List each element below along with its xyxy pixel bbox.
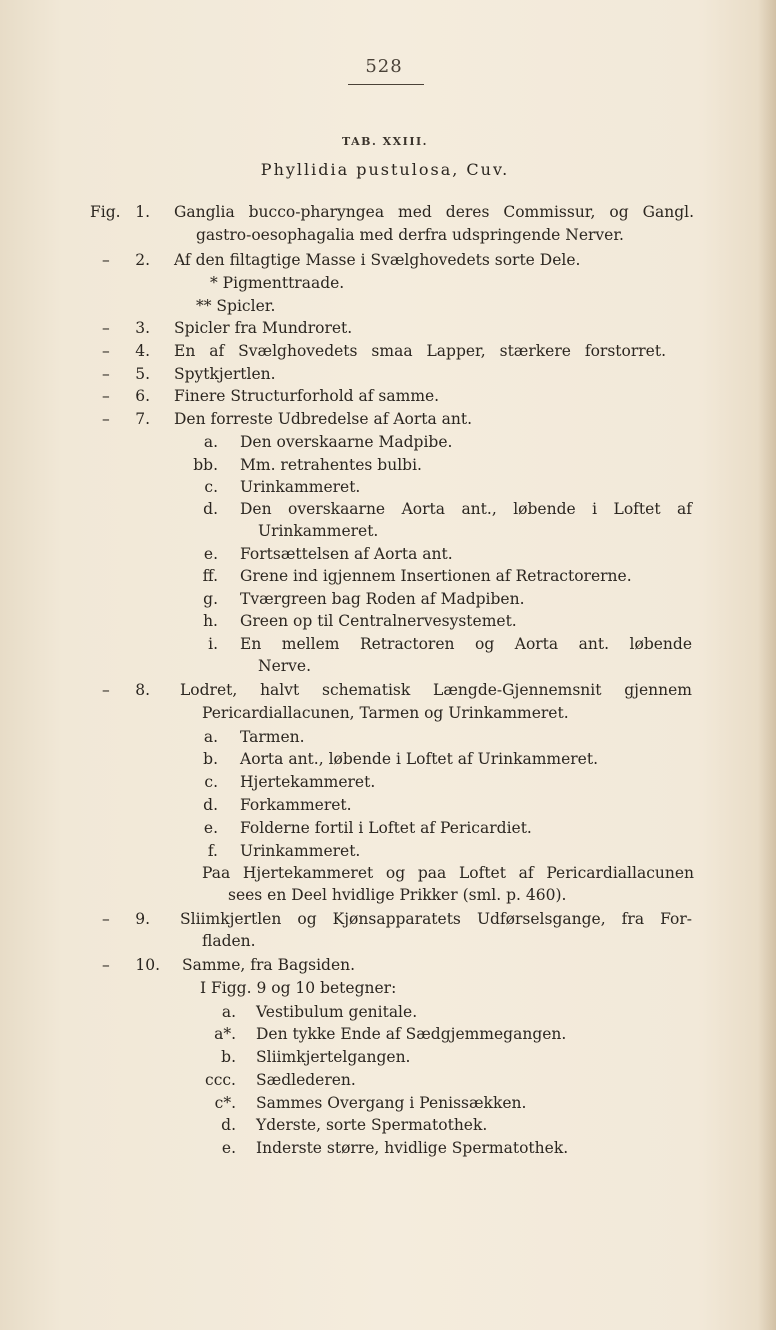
fig-dash: – (102, 365, 110, 383)
entry-text: Samme, fra Bagsiden. (182, 956, 356, 974)
entry-text: Sliimkjertlen og Kjønsapparatets Udførselsgange, fra For- (180, 910, 692, 928)
item-text: Folderne fortil i Loftet af Pericardiet. (240, 819, 532, 837)
species-title: Phyllidia pustulosa, Cuv. (260, 160, 510, 179)
item-text: Green op til Centralnervesystemet. (240, 612, 517, 630)
item-label: d. (221, 1116, 236, 1134)
item-text: Sædlederen. (256, 1071, 356, 1089)
fig-dash: – (102, 342, 110, 360)
item-text: Urinkammeret. (240, 842, 361, 860)
note-text: * Pigmenttraade. (210, 274, 345, 292)
plate-heading: TAB. XXIII. (342, 135, 428, 148)
item-text: Tarmen. (240, 728, 305, 746)
item-text: Grene ind igjennem Insertionen af Retractorerne. (240, 567, 632, 585)
item-text: Fortsættelsen af Aorta ant. (240, 545, 453, 563)
fig-dash: – (102, 910, 110, 928)
page-edge-shadow (758, 0, 776, 1330)
fig-number: 3. (135, 319, 150, 337)
item-label: d. (203, 796, 218, 814)
item-text: Forkammeret. (240, 796, 352, 814)
item-label: b. (221, 1048, 236, 1066)
item-text: En mellem Retractoren og Aorta ant. løbende (240, 635, 692, 653)
item-label: h. (203, 612, 218, 630)
item-label: ccc. (205, 1071, 236, 1089)
fig-dash: – (102, 410, 110, 428)
entry-text: Ganglia bucco-pharyngea med deres Commissur, og Gangl. (174, 203, 694, 221)
item-text: Hjertekammeret. (240, 773, 376, 791)
fig-dash: – (102, 681, 110, 699)
item-label: c*. (214, 1094, 236, 1112)
item-label: d. (203, 500, 218, 518)
item-label: e. (203, 545, 218, 563)
item-label: g. (203, 590, 218, 608)
item-text: Inderste større, hvidlige Spermatothek. (256, 1139, 569, 1157)
fig-dash: – (102, 387, 110, 405)
item-text: Sammes Overgang i Penissækken. (256, 1094, 527, 1112)
item-text: Mm. retrahentes bulbi. (240, 456, 422, 474)
fig-number: 10. (135, 956, 160, 974)
fig-dash: – (102, 956, 110, 974)
item-text: Aorta ant., løbende i Loftet af Urinkammeret. (240, 750, 599, 768)
item-text: Urinkammeret. (240, 478, 361, 496)
entry-text: Lodret, halvt schematisk Længde-Gjennemsnit gjennem (180, 681, 692, 699)
item-label: a. (221, 1003, 236, 1021)
fig-number: 1. (135, 203, 150, 221)
entry-text: fladen. (202, 932, 256, 950)
item-text: Den tykke Ende af Sædgjemmegangen. (256, 1025, 567, 1043)
fig-number: 4. (135, 342, 150, 360)
item-label: i. (208, 635, 218, 653)
entry-text: Paa Hjertekammeret og paa Loftet af Pericardiallacunen (202, 864, 694, 882)
item-label: a. (203, 728, 218, 746)
fig-number: 9. (135, 910, 150, 928)
item-text: Den overskaarne Madpibe. (240, 433, 453, 451)
item-text: Sliimkjertelgangen. (256, 1048, 411, 1066)
page-number: 528 (365, 56, 403, 77)
item-text: Den overskaarne Aorta ant., løbende i Loftet af (240, 500, 692, 518)
item-text: Vestibulum genitale. (256, 1003, 418, 1021)
fig-dash: – (102, 319, 110, 337)
item-label: a. (203, 433, 218, 451)
entry-text: Spytkjertlen. (174, 365, 276, 383)
entry-text: Den forreste Udbredelse af Aorta ant. (174, 410, 473, 428)
fig-prefix: Fig. (90, 203, 121, 221)
item-label: f. (207, 842, 218, 860)
item-text: Urinkammeret. (258, 522, 379, 540)
item-label: e. (221, 1139, 236, 1157)
item-text: Yderste, sorte Spermatothek. (256, 1116, 488, 1134)
entry-text: sees en Deel hvidlige Prikker (sml. p. 460). (228, 886, 567, 904)
entry-text: Finere Structurforhold af samme. (174, 387, 440, 405)
item-label: c. (204, 478, 218, 496)
entry-text: I Figg. 9 og 10 betegner: (200, 979, 397, 997)
item-label: a*. (214, 1025, 236, 1043)
entry-text: gastro-oesophagalia med derfra udspringende Nerver. (196, 226, 624, 244)
entry-text: En af Svælghovedets smaa Lapper, stærkere forstorret. (174, 342, 666, 360)
item-label: e. (203, 819, 218, 837)
fig-number: 7. (135, 410, 150, 428)
fig-number: 5. (135, 365, 150, 383)
item-label: b. (203, 750, 218, 768)
item-label: ff. (202, 567, 218, 585)
entry-text: Pericardiallacunen, Tarmen og Urinkammeret. (202, 704, 569, 722)
item-label: bb. (193, 456, 218, 474)
fig-number: 2. (135, 251, 150, 269)
entry-text: Af den filtagtige Masse i Svælghovedets sorte Dele. (174, 251, 581, 269)
item-label: c. (204, 773, 218, 791)
page-number-rule (348, 84, 424, 85)
item-text: Nerve. (258, 657, 312, 675)
entry-text: Spicler fra Mundroret. (174, 319, 353, 337)
item-text: Tværgreen bag Roden af Madpiben. (240, 590, 525, 608)
fig-number: 8. (135, 681, 150, 699)
note-text: ** Spicler. (196, 297, 276, 315)
fig-dash: – (102, 251, 110, 269)
fig-number: 6. (135, 387, 150, 405)
